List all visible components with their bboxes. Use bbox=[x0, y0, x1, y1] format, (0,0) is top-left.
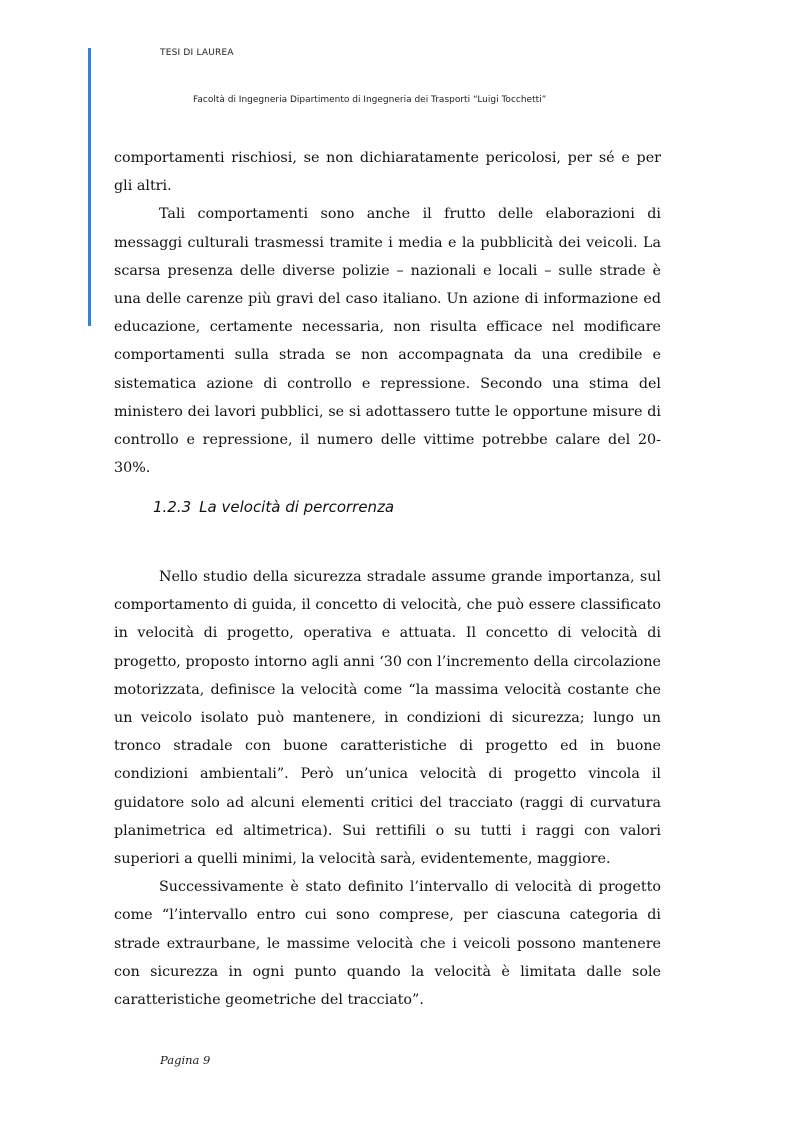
body-text-block-2 bbox=[114, 563, 661, 1014]
header-title: TESI DI LAUREA bbox=[160, 48, 234, 58]
section-number: 1.2.3 bbox=[153, 498, 192, 516]
header-accent-bar bbox=[88, 48, 91, 326]
paragraph: Nello studio della sicurezza stradale assume grande importanza, sul comportamento di guida, il concetto di velocità, che può essere classificato in velocità di progetto, operativa e attuata. Il concetto di velocità di progetto, proposto intorno agli anni ‘30 con l’incremento della circolazione motorizzata, definisce la velocità come “la massima velocità costante che un veicolo isolato può mantenere, in condizioni di sicurezza; lungo un tronco stradale con buone caratteristiche di progetto ed in buone condizioni ambientali”. Però un’unica velocità di progetto vincola il guidatore solo ad alcuni elementi critici del tracciato (raggi di curvatura planimetrica ed altimetrica). Sui rettifili o su tutti i raggi con valori superiori a quelli minimi, la velocità sarà, evidentemente, maggiore. bbox=[114, 569, 661, 868]
paragraph: Tali comportamenti sono anche il frutto delle elaborazioni di messaggi culturali trasmessi tramite i media e la pubblicità dei veicoli. La scarsa presenza delle diverse polizie – nazionali e locali – sulle strade è una delle carenze più gravi del caso italiano. Un azione di informazione ed educazione, certamente necessaria, non risulta efficace nel modificare comportamenti sulla strada se non accompagnata da una credibile e sistematica azione di controllo e repressione. Secondo una stima del ministero dei lavori pubblici, se si adottassero tutte le opportune misure di controllo e repressione, il numero delle vittime potrebbe calare del 20-30%. bbox=[114, 206, 661, 477]
paragraph: comportamenti rischiosi, se non dichiaratamente pericolosi, per sé e per gli altri. bbox=[114, 150, 661, 195]
paragraph: Successivamente è stato definito l’intervallo di velocità di progetto come “l’intervallo entro cui sono comprese, per ciascuna categoria di strade extraurbane, le massime velocità che i veicoli possono mantenere con sicurezza in ogni punto quando la velocità è limitata dalle sole caratteristiche geometriche del tracciato”. bbox=[114, 879, 661, 1009]
header-subtitle: Facoltà di Ingegneria Dipartimento di Ingegneria dei Trasporti “Luigi Tocchetti” bbox=[193, 95, 547, 105]
section-heading bbox=[153, 498, 394, 516]
section-title: La velocità di percorrenza bbox=[199, 498, 395, 516]
page-number: Pagina 9 bbox=[160, 1053, 211, 1067]
body-text-block-1 bbox=[114, 144, 661, 482]
